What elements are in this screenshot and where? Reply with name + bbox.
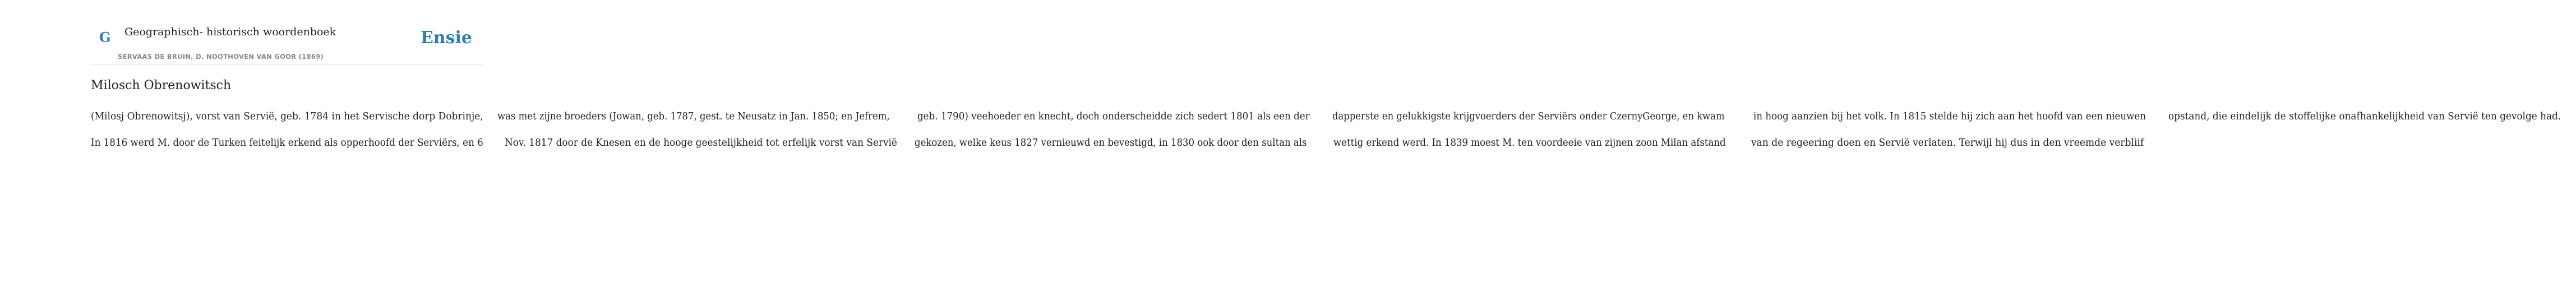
text-line: opstand, die eindelijk de stoffelijke onafhankelijkheid van Servië ten gevolge had. [2168, 110, 2561, 122]
entry-paragraph [91, 109, 2561, 124]
book-title-link[interactable]: Geographisch- historisch woordenboek [124, 26, 336, 38]
entry-title: Milosch Obrenowitsch [91, 78, 232, 92]
book-authors: SERVAAS DE BRUIN, D. NOOTHOVEN VAN GOOR (1869) [118, 53, 324, 61]
book-letter-icon: G [99, 29, 111, 45]
text-line: in hoog aanzien bij het volk. In 1815 stelde hij zich aan het hoofd van een nieuwen [1753, 110, 2146, 122]
text-line: geb. 1790) veehoeder en knecht, doch onderscheidde zich sedert 1801 als een der [917, 110, 1310, 122]
text-line: van de regeering doen en Servië verlaten. Terwijl hij dus in den vreemde verbliif [1751, 137, 2144, 149]
text-line: Nov. 1817 door de Knesen en de hooge geestelijkheid tot erfelijk vorst van Servië [505, 137, 898, 149]
text-line: gekozen, welke keus 1827 vernieuwd en bevestigd, in 1830 ook door den sultan als [914, 137, 1307, 149]
text-line: was met zijne broeders (Jowan, geb. 1787, gest. te Neusatz in Jan. 1850; en Jefrem, [497, 110, 890, 122]
text-line: (Milosj Obrenowitsj), vorst van Servië, geb. 1784 in het Servische dorp Dobrinje, [91, 110, 483, 122]
book-header [91, 22, 483, 65]
ensie-logo-link[interactable]: Ensie [420, 28, 472, 48]
entry-content [91, 77, 2561, 151]
text-line: wettig erkend werd. In 1839 moest M. ten voordeeie van zijnen zoon Milan afstand [1333, 137, 1726, 149]
entry-paragraph [91, 135, 2144, 151]
text-line: dapperste en gelukkigste krijgvoerders der Serviërs onder CzernyGeorge, en kwam [1332, 110, 1725, 122]
text-line: In 1816 werd M. door de Turken feitelijk erkend als opperhoofd der Serviërs, en 6 [91, 137, 483, 149]
